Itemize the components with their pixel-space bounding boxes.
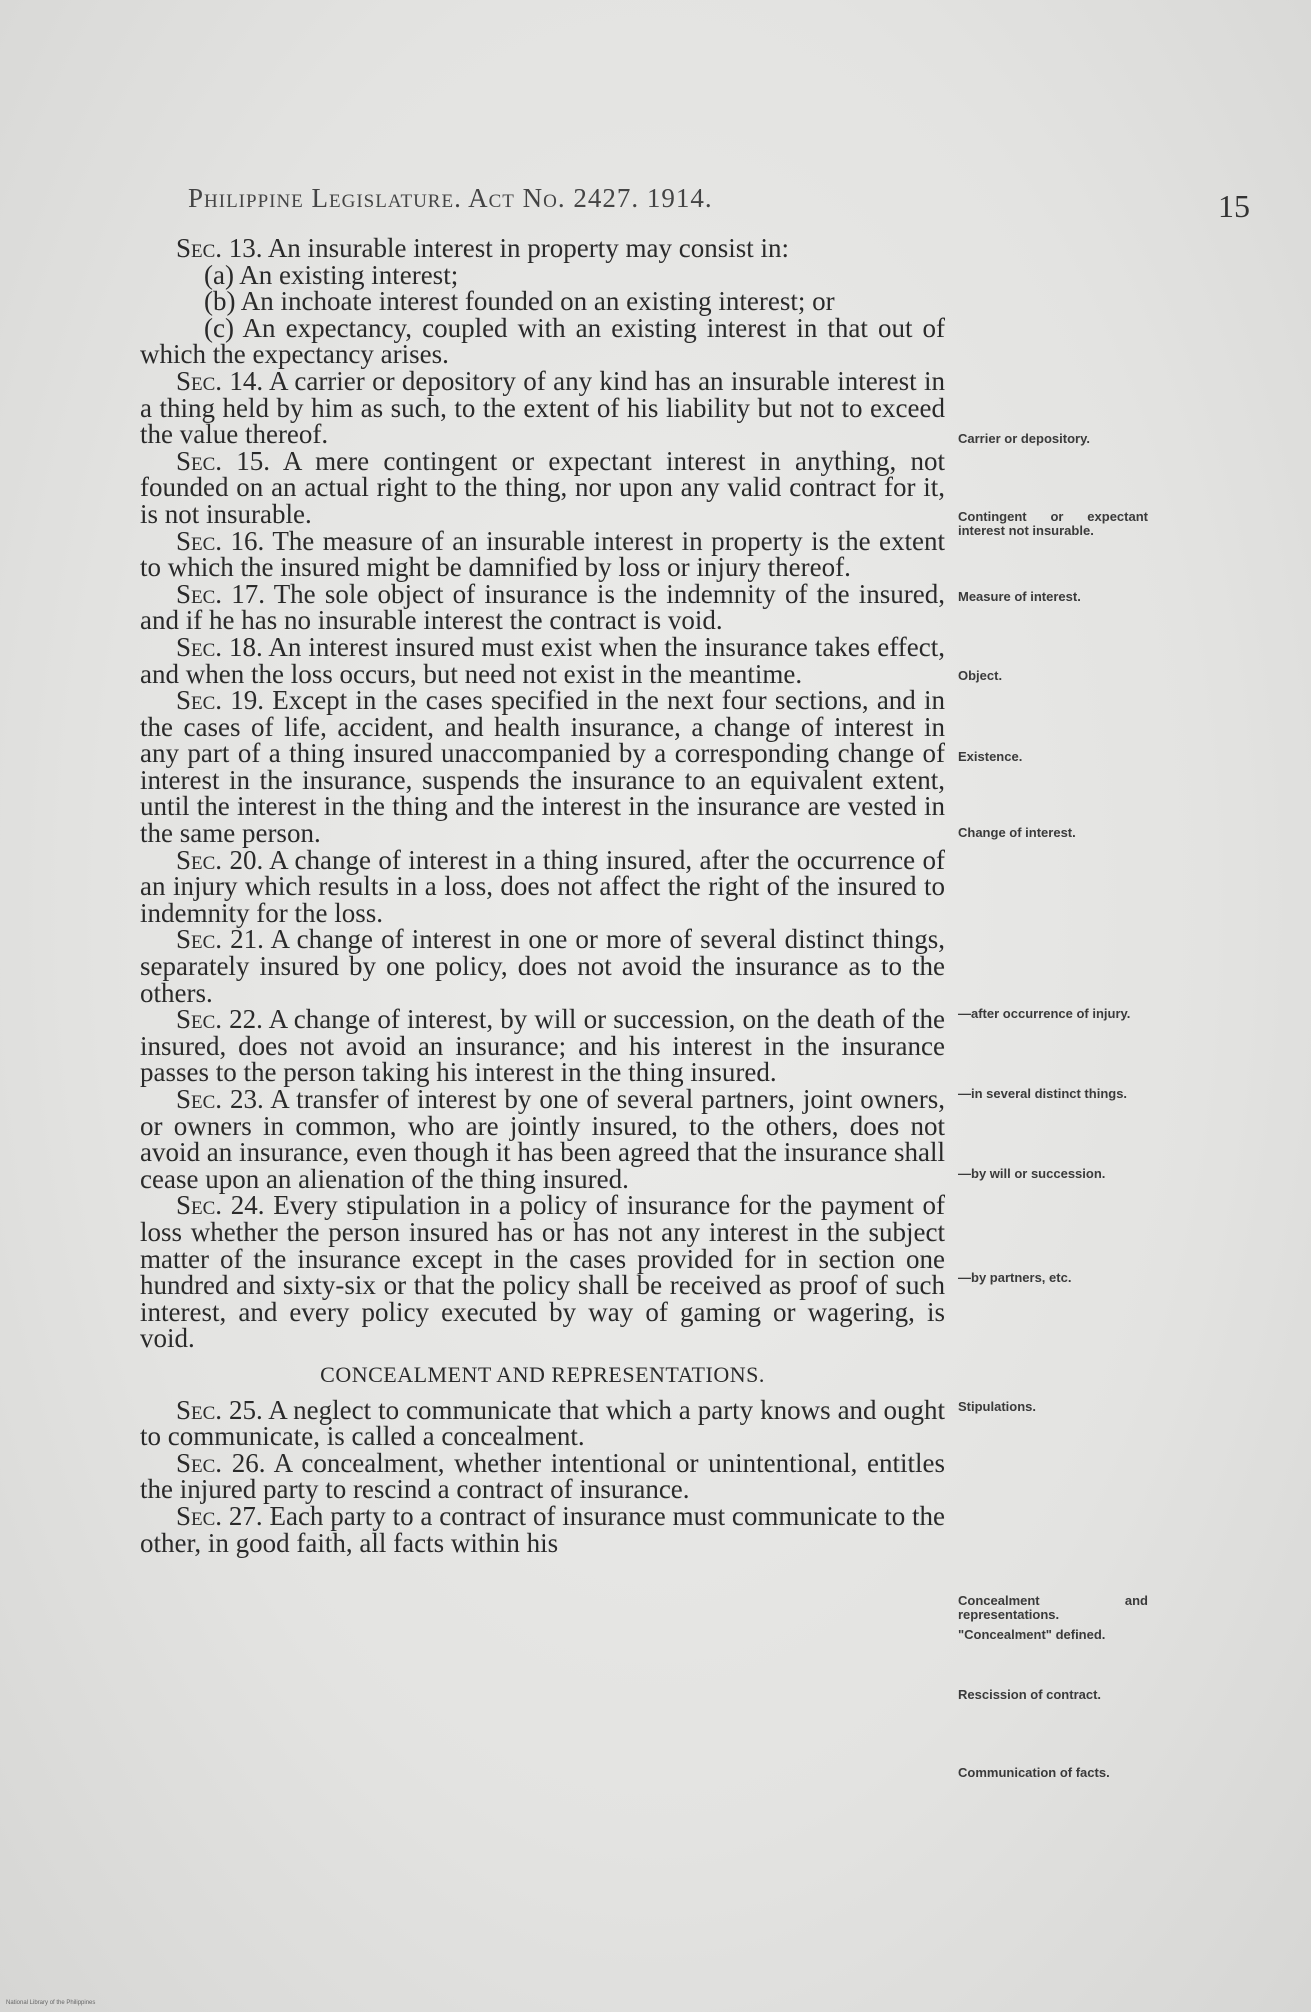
section-text: The measure of an insurable interest in property is the extent to which the insured might be damnified by loss or injury thereof. — [140, 525, 946, 583]
section-label: Sec. 13. — [176, 233, 263, 263]
section-text: Each party to a contract of insurance must communicate to the other, in good faith, all facts within his — [140, 1500, 946, 1558]
page-number: 15 — [1218, 188, 1250, 224]
margin-note-carrier: Carrier or depository. — [958, 431, 1090, 446]
section-18 — [140, 631, 945, 689]
section-label: Sec. 17. — [176, 578, 265, 609]
margin-note-existence: Existence. — [958, 749, 1023, 764]
section-heading: CONCEALMENT AND REPRESENTATIONS. — [320, 1361, 765, 1387]
section-16 — [140, 525, 946, 583]
section-label: Sec. 22. — [176, 1004, 263, 1035]
section-26 — [140, 1447, 945, 1505]
section-text: A mere contingent or expectant interest in anything, not founded on an actual right to the thing, nor upon any valid contract for it, is not insurable. — [140, 445, 946, 529]
section-23 — [140, 1086, 945, 1192]
section-label: Sec. 23. — [176, 1084, 264, 1114]
margin-note-several-things: —in several distinct things. — [958, 1086, 1128, 1101]
section-22 — [140, 1006, 945, 1086]
clause-c — [140, 312, 945, 370]
section-label: Sec. 24. — [176, 1190, 265, 1221]
margin-note-contingent: Contingent or expectant interest not insurable. — [958, 509, 1148, 538]
section-21 — [140, 926, 945, 1006]
section-text: An interest insured must exist when the insurance takes effect, and when the loss occurs, but need not exist in the meantime. — [140, 631, 945, 689]
margin-note-stipulations: Stipulations. — [958, 1399, 1036, 1414]
section-label: Sec. 16. — [176, 525, 265, 556]
section-text: The sole object of insurance is the indemnity of the insured, and if he has no insurable interest the contract is void. — [140, 578, 946, 636]
section-19 — [140, 687, 945, 847]
clause-b — [140, 288, 945, 315]
clause-a — [140, 259, 945, 290]
section-15 — [140, 445, 946, 529]
section-text: A change of interest, by will or succession, on the death of the insured, does not avoid an insurance; and his interest in the insurance passes to the person taking his interest in the thing insured. — [140, 1004, 946, 1088]
section-text: (a) An existing interest; — [204, 259, 459, 290]
section-label: Sec. 20. — [176, 844, 264, 875]
section-text: A carrier or depository of any kind has an insurable interest in a thing held by him as such, to the extent of his liability but not to exceed the value thereof. — [140, 365, 946, 450]
section-text: Except in the cases specified in the next four sections, and in the cases of life, accident, and health insurance, a change of interest in any part of a thing insured unaccompanied by a corresponding change of interest in the insurance, suspends the insurance to an equivalent extent, until the interest in the thing and the interest in the insurance are vested in the same person. — [140, 685, 946, 849]
section-label: Sec. 18. — [176, 631, 263, 662]
margin-note-will-succession: —by will or succession. — [958, 1166, 1106, 1181]
section-label: Sec. 21. — [176, 924, 264, 955]
section-14 — [140, 365, 946, 450]
section-text: A concealment, whether intentional or unintentional, entitles the injured party to rescind a contract of insurance. — [140, 1447, 945, 1505]
section-17 — [140, 578, 946, 636]
margin-note-communication: Communication of facts. — [958, 1765, 1110, 1780]
scan-footer: National Library of the Philippines — [6, 2000, 96, 2006]
section-label: Sec. 25. — [176, 1394, 263, 1425]
margin-note-measure: Measure of interest. — [958, 589, 1081, 604]
section-text: A change of interest in a thing insured, after the occurrence of an injury which results in a loss, does not affect the right of the insured to indemnity for the loss. — [140, 844, 946, 928]
section-20 — [140, 844, 946, 928]
running-title: Philippine Legislature. Act No. 2427. 1914. — [188, 183, 713, 213]
margin-note-partners: —by partners, etc. — [958, 1270, 1072, 1285]
section-label: Sec. 19. — [176, 685, 264, 716]
section-25 — [140, 1394, 946, 1452]
section-label: Sec. 15. — [176, 445, 271, 476]
margin-note-after-injury: —after occurrence of injury. — [958, 1006, 1131, 1021]
section-27 — [140, 1500, 946, 1558]
margin-note-concealment-defined: "Concealment" defined. — [958, 1627, 1106, 1642]
section-text: Every stipulation in a policy of insurance for the payment of loss whether the person insured has or has not any interest in the subject matter of the insurance except in the cases provided for in section one hundred and sixty-six or that the policy shall be received as proof of such interest, and every policy executed by way of gaming or wagering, is void. — [140, 1190, 946, 1354]
margin-note-object: Object. — [958, 668, 1003, 683]
section-text: A neglect to communicate that which a party knows and ought to communicate, is called a concealment. — [140, 1394, 946, 1452]
section-label: Sec. 26. — [176, 1447, 266, 1478]
section-label: Sec. 14. — [176, 365, 264, 396]
section-label: Sec. 27. — [176, 1500, 263, 1531]
margin-note-concealment-representations: Concealment and representations. — [958, 1593, 1148, 1622]
margin-note-change: Change of interest. — [958, 825, 1076, 840]
section-text: An insurable interest in property may consist in: — [267, 233, 789, 263]
section-text: (c) An expectancy, coupled with an existing interest in that out of which the expectancy arises. — [140, 312, 945, 370]
section-24 — [140, 1192, 945, 1352]
section-13 — [140, 235, 945, 262]
body-text — [140, 235, 945, 1556]
margin-note-rescission: Rescission of contract. — [958, 1687, 1102, 1702]
section-text: A change of interest in one or more of several distinct things, separately insured by one policy, does not avoid the insurance as to the others. — [140, 924, 946, 1008]
section-text: (b) An inchoate interest founded on an existing interest; or — [204, 286, 835, 317]
section-text: A transfer of interest by one of several partners, joint owners, or owners in common, who are jointly insured, to the others, does not avoid an insurance, even though it has been agreed that the insurance shall cease upon an alienation of the thing insured. — [140, 1084, 946, 1194]
